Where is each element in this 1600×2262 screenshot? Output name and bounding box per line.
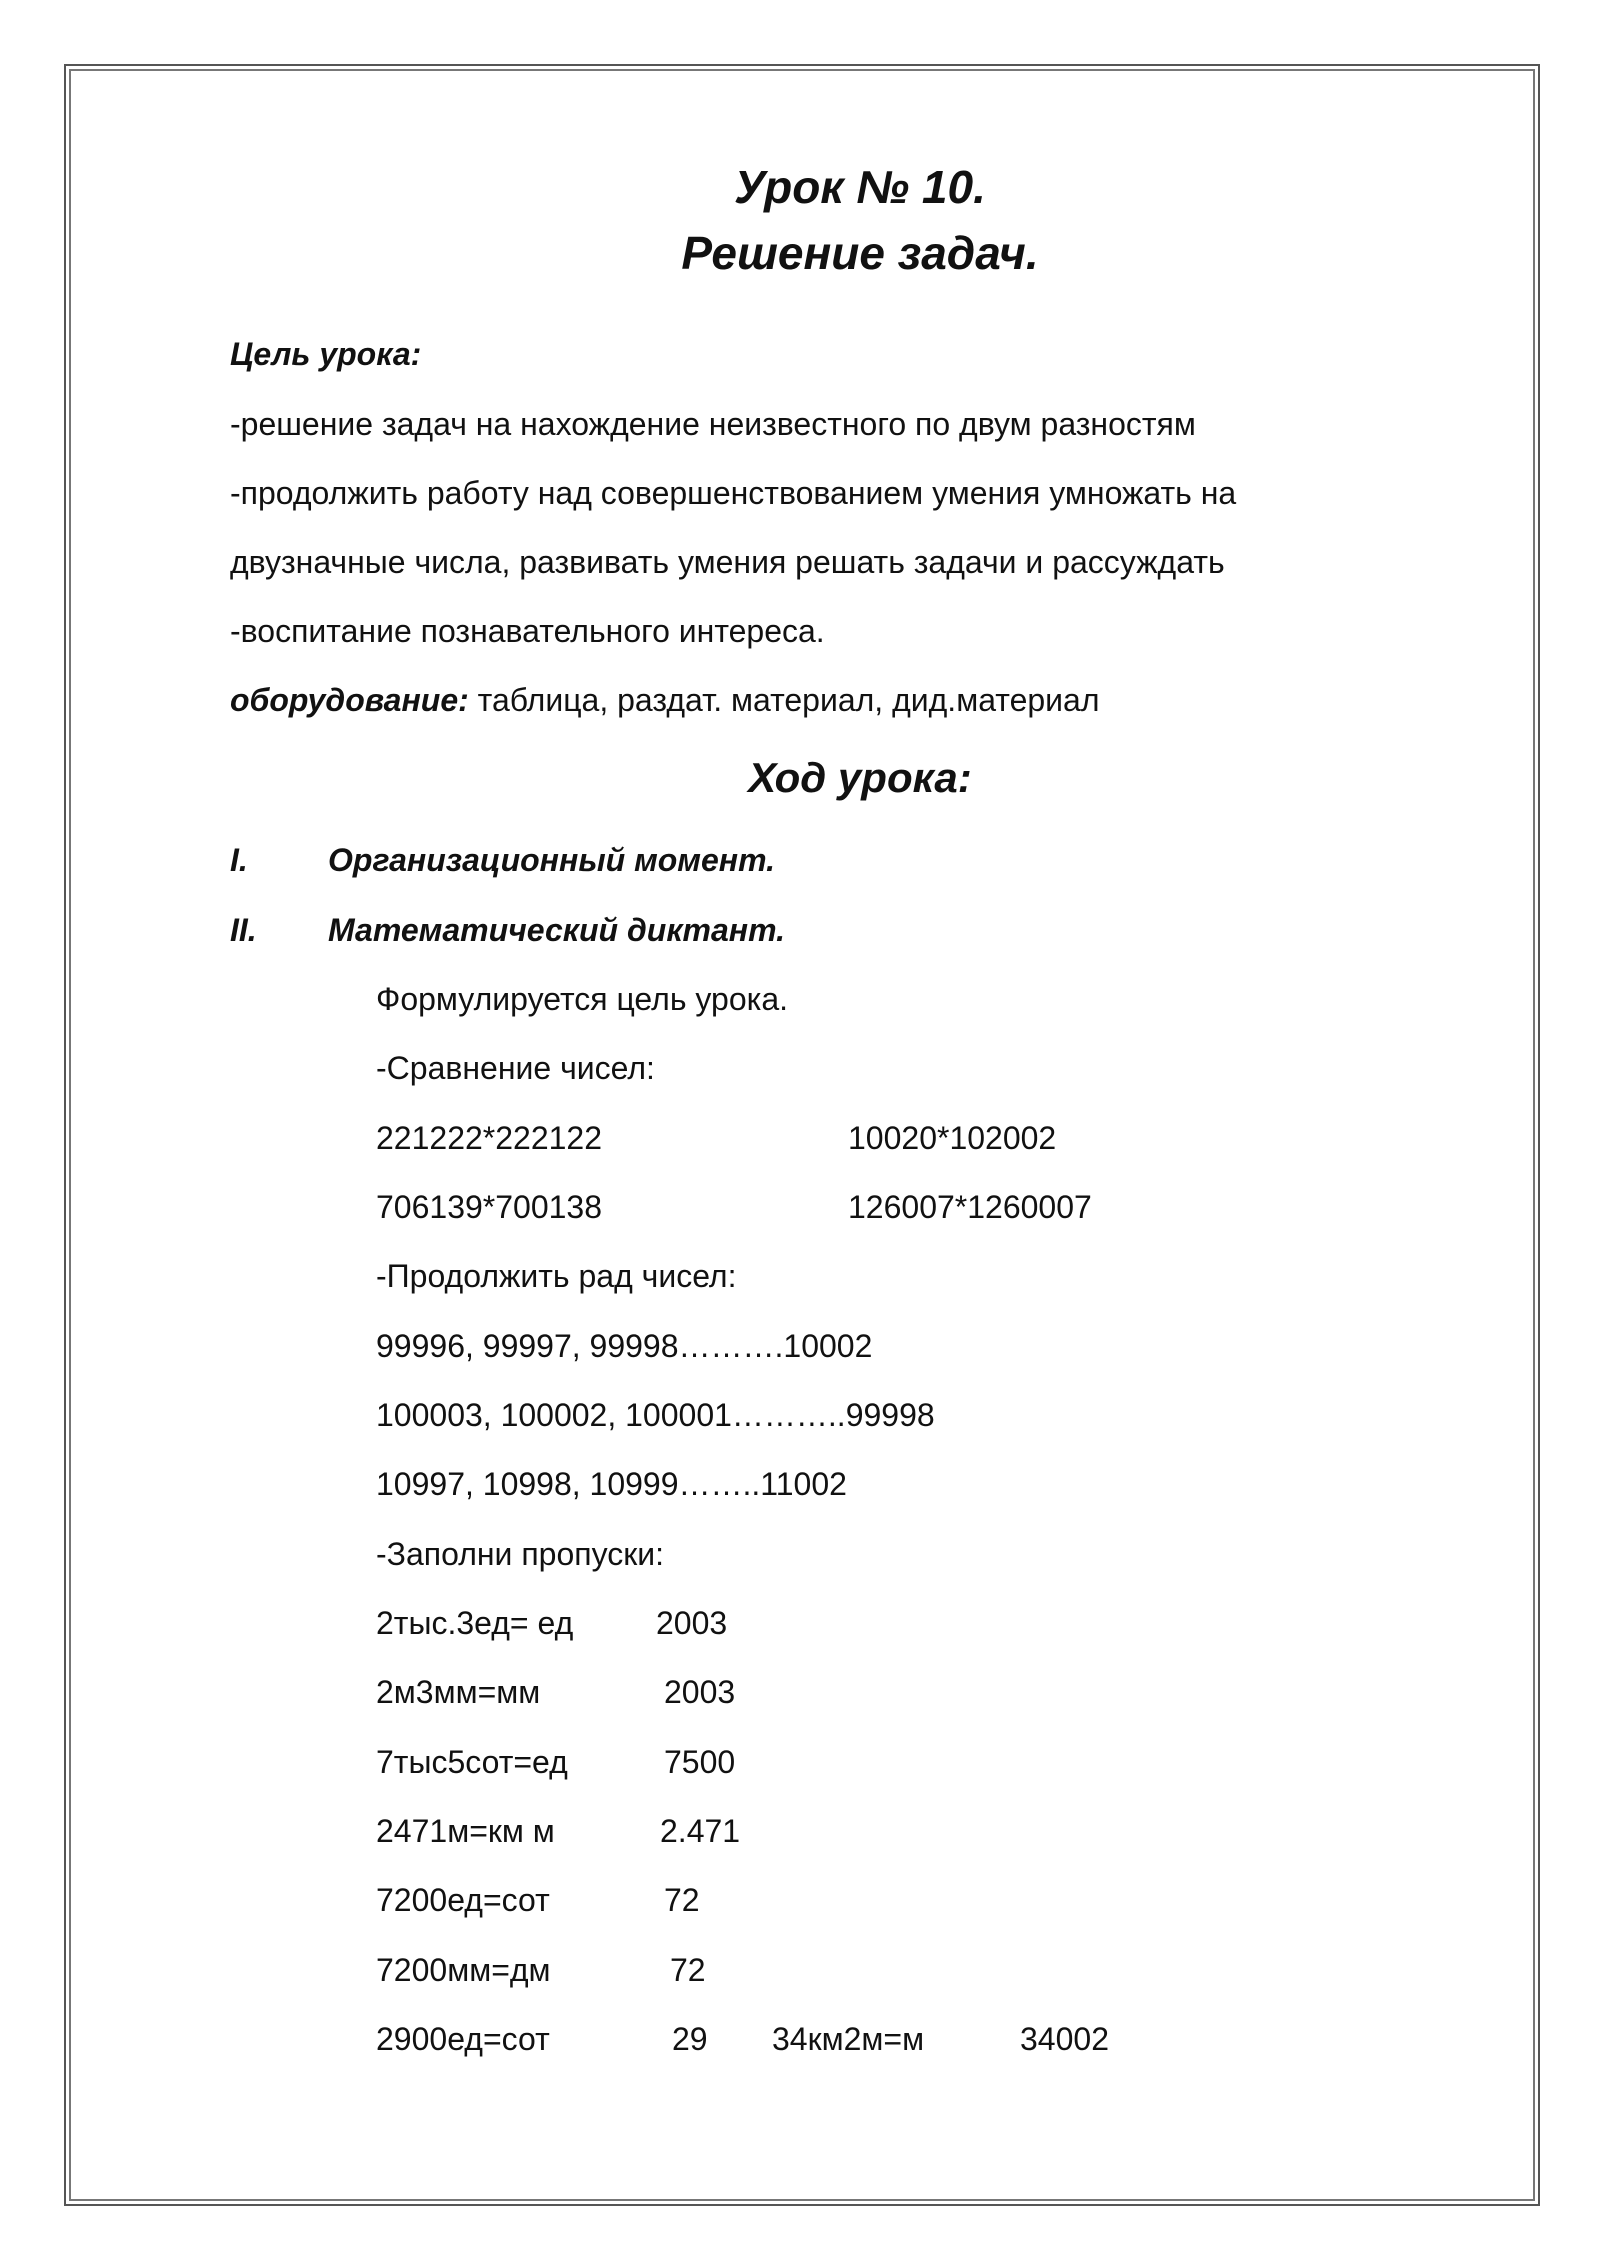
goal-label: Цель урока: — [230, 336, 422, 372]
fill-question: 2471м=км м — [376, 1813, 555, 1849]
sequence-item: 99996, 99997, 99998……….10002 — [376, 1328, 873, 1364]
fill-answer: 72 — [670, 1952, 706, 1988]
fill-question: 2900ед=сот — [376, 2021, 550, 2057]
fill-answer: 29 — [672, 2021, 708, 2057]
fill-label: -Заполни пропуски: — [376, 1536, 664, 1572]
fill-question: 2м3мм=мм — [376, 1674, 541, 1710]
equipment-label: оборудование: — [230, 682, 469, 718]
goal-item: -решение задач на нахождение неизвестного по двум разностям — [230, 406, 1196, 442]
compare-item: 706139*700138 — [376, 1189, 603, 1225]
fill-answer: 2003 — [656, 1605, 728, 1641]
continue-label: -Продолжить рад чисел: — [376, 1258, 737, 1294]
equipment-line — [230, 682, 1100, 719]
title-line-2: Решение задач. — [681, 227, 1039, 279]
page-border-inner — [69, 69, 1535, 2201]
section-title: Организационный момент. — [328, 842, 776, 878]
equipment-text: таблица, раздат. материал, дид.материал — [468, 682, 1100, 718]
fill-answer: 7500 — [664, 1744, 736, 1780]
goal-item: двузначные числа, развивать умения решать задачи и рассуждать — [230, 544, 1225, 580]
course-heading: Ход урока: — [748, 754, 972, 801]
fill-answer: 2.471 — [660, 1813, 741, 1849]
dictation-intro: Формулируется цель урока. — [376, 981, 789, 1017]
compare-item: 10020*102002 — [848, 1120, 1057, 1156]
sequence-item: 10997, 10998, 10999……..11002 — [376, 1466, 847, 1502]
fill-question: 7200мм=дм — [376, 1952, 551, 1988]
compare-item: 126007*1260007 — [848, 1189, 1092, 1225]
fill-question: 2тыс.3ед= ед — [376, 1605, 574, 1641]
section-number: II. — [230, 912, 257, 948]
section-title: Математический диктант. — [328, 912, 786, 948]
goal-item: -воспитание познавательного интереса. — [230, 613, 825, 649]
goal-item: -продолжить работу над совершенствованием умения умножать на — [230, 475, 1237, 511]
fill-answer: 72 — [664, 1882, 700, 1918]
title-line-1: Урок № 10. — [734, 161, 986, 213]
compare-item: 221222*222122 — [376, 1120, 603, 1156]
fill-answer: 2003 — [664, 1674, 736, 1710]
sequence-item: 100003, 100002, 100001………..99998 — [376, 1397, 935, 1433]
section-number: I. — [230, 842, 248, 878]
fill-question: 7200ед=сот — [376, 1882, 550, 1918]
compare-label: -Сравнение чисел: — [376, 1050, 655, 1086]
fill-question: 7тыс5сот=ед — [376, 1744, 568, 1780]
fill-answer-extra: 34002 — [1020, 2021, 1109, 2057]
fill-question-extra: 34км2м=м — [772, 2021, 925, 2057]
